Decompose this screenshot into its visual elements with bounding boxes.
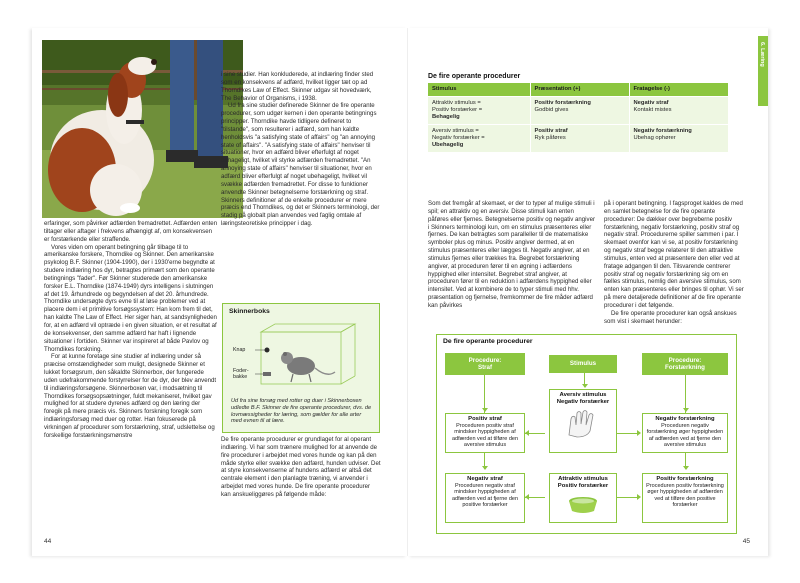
chapter-tab-label: 6. Læring — [759, 42, 765, 67]
paragraph: i sine studier. Han konkluderede, at indlæring finder sted som en konsekvens af adfærd, hvilket ligger tæt op ad Thorndikes Law of Effect. Skinner udgav sit hovedværk, The Behavior of Organisms, i 1938. — [221, 71, 374, 102]
diagram-title: De fire operante procedurer — [443, 338, 533, 345]
cell-line: Ryk påføres — [534, 135, 566, 141]
dog-photo-image — [42, 40, 243, 218]
arrow-head — [525, 430, 529, 436]
table-cell — [428, 97, 530, 125]
positiv-straf-box — [445, 413, 525, 453]
right-column-2 — [604, 200, 744, 326]
table-row — [428, 97, 728, 125]
table-cell — [530, 97, 629, 125]
table-row — [428, 125, 728, 153]
arrow-line — [617, 433, 638, 434]
left-column-2b — [221, 436, 381, 499]
table-cell — [530, 125, 629, 153]
box-title: Attraktiv stimulus — [558, 476, 608, 482]
stimulus-box — [549, 355, 617, 373]
table-header: Præsentation (+) — [530, 83, 629, 97]
procedure-name: Forstærkning — [665, 364, 705, 371]
cell-line: Kontakt mistes — [633, 107, 672, 113]
procedure-name: Straf — [477, 364, 493, 371]
box-text: Proceduren negativ straf mindsker hyppigheden af adfærden ved at fjerne den positive forstærker — [451, 482, 519, 509]
arrow-head — [525, 494, 529, 500]
cell-line: Aversiv stimulus = — [432, 128, 479, 134]
table-cell — [629, 125, 728, 153]
box-title: Positiv forstærkning — [656, 476, 714, 482]
left-page — [32, 28, 407, 556]
paragraph: Som det fremgår af skemaet, er der to typer af mulige stimuli i spil; en attraktiv og en aversiv. Disse stimuli kan enten påføres eller fjernes. Betegnelserne positiv og negativ angiver i Skinners terminologi kun, om en stimulus præsenteres eller fjernes. De kan betragtes som paralleller til de matematiske symboler plus og minus. Positiv angiver dermed, at en stimulus præsenteres eller lægges til. Negativ angiver, at en stimulus fjernes eller trækkes fra. Begrebet forstærkning angiver, at proceduren fører til en øgning i adfærdens hyppighed eller intensitet. Begrebet straf angiver, at proceduren fører til en reduktion i adfærdens hyppighed eller intensitet. Ved at kombinere de to typer stimuli med hhv. præsentation og fjernelse, fremkommer de fire måder adfærd kan påvirkes — [428, 200, 595, 309]
table-cell — [428, 125, 530, 153]
paragraph: Vores viden om operant betingning går tilbage til to amerikanske forskere, Thorndike og Skinner. Den amerikanske psykolog B.F. Skinner (1904-1990), der i 1930'erne begyndte at studere indlæring hos dyr, betragtes primært som den operante betingnings "fader". Før Skinner studerede den amerikanske forsker E.L. Thorndike (1874-1949) dyrs intelligens i slutningen af det 19. århundrede og begyndelsen af det 20. århundrede. Thorndike undersøgte dyrs evne til at løse problemer ved at placere dem i et primitive forsøgssystem: Han kom frem til det, han kaldte The Law of Effect. Her siger han, at sandsynligheden for, at en adfærd vil optræde i en given situation, er et resultat af de konsekvenser, den samme adfærd har haft i lignende situationer i fortiden. Skinner var inspireret af både Pavlov og Thorndikes forskning. — [44, 243, 217, 353]
attraktiv-stimulus-box — [549, 473, 617, 523]
page-number-left: 44 — [44, 538, 52, 545]
box-title: Positiv forstærker — [557, 482, 609, 489]
arrow-head — [582, 384, 588, 388]
cell-line: Negativ straf — [633, 100, 669, 106]
procedure-straf-box — [445, 353, 525, 375]
aversiv-stimulus-box — [549, 389, 617, 453]
cell-line: Godbid gives — [534, 107, 569, 113]
cell-line: Negativ forstærkning — [633, 128, 692, 134]
box-title: Positiv straf — [468, 416, 502, 422]
cell-line: Attraktiv stimulus = — [432, 100, 481, 106]
box-title: Negativ forstærkning — [655, 416, 715, 422]
arrow-line — [617, 497, 638, 498]
arrow-head — [637, 494, 641, 500]
arrow-head — [683, 408, 689, 412]
cell-line: Ubehagelig — [432, 142, 464, 148]
procedures-diagram — [436, 334, 737, 534]
cell-line: Positiv forstærker = — [432, 107, 483, 113]
left-column-2 — [221, 71, 381, 228]
paragraph: De fire operante procedurer er grundlaget for al operant indlæring. Vi har som trænere mulighed for at anvende de fire procedurer i arbejdet med vores hunde og kan på den måde styrke eller svække den adfærd, hunden udviser. Det at styre konsekvenserne af hundens adfærd er altså det centrale element i den planlagte træning, vi anvender i arbejdet med vores hunde. De fire operante procedurer kan anskueliggøres på følgende måde: — [221, 436, 381, 498]
cell-line: Ubehag ophører — [633, 135, 676, 141]
table-cell — [629, 97, 728, 125]
box-title: Negativ straf — [467, 476, 503, 482]
left-column-1 — [44, 220, 218, 440]
page-number-right: 45 — [742, 538, 750, 545]
right-column-1 — [428, 200, 596, 310]
chapter-tab — [758, 36, 768, 106]
paragraph: De fire operante procedurer kan også anskues som vist i skemaet herunder: — [604, 309, 737, 325]
box-title: Aversiv stimulus — [559, 392, 607, 398]
cell-line: Negativ forstærker = — [432, 135, 485, 141]
table-header: Stimulus — [428, 83, 530, 97]
food-bowl-icon — [565, 493, 601, 515]
cell-line: Behagelig — [432, 114, 460, 120]
paragraph: Ud fra sine studier definerede Skinner de fire operante procedurer, som udgør kernen i den operante betingnings principper. Thorndike havde tidligere defineret to "tilstande", som resulterer i adfærd, som han kaldte henholdsvis "a satisfying state of affairs" og "an annoying state of affairs". "A satisfying state of affairs" henviser til situationer, hvor en adfærd bliver efterfulgt af noget behageligt, hvilket vil styrke adfærden fremadrettet. "An annoying state of affairs" henviser til situationer, hvor en adfærd bliver efterfulgt af noget ubehageligt, hvilket vil svække adfærden fremadrettet. For disse to funktioner anvendte Skinner betegnelserne forstærkning og straf. Skinners definitioner af de enkelte procedurer er mere præcis end Thorndikes, og det er Skinners terminologi, der stadig på globalt plan anvendes ved faglig omtale af læringsteoretiske principper i dag. — [221, 102, 380, 228]
right-page — [408, 28, 768, 556]
box-text: Proceduren positiv straf mindsker hyppigheden af adfærden ved at tilføre den aversive stimulus — [451, 422, 519, 449]
paragraph: erfaringer, som påvirker adfærden fremadrettet. Adfærden enten tiltager eller aftager i frekvens afhængigt af, om konsekvensen er forstærkende eller straffende. — [44, 220, 218, 243]
hand-icon — [563, 409, 603, 439]
skinnerbox-figure — [222, 303, 380, 433]
box-text: Proceduren positiv forstærkning øger hyppigheden af adfærden ved at tilføre den positive forstærker — [646, 482, 724, 509]
procedure-label: Procedure: — [668, 356, 702, 364]
procedure-label: Procedure: — [468, 356, 502, 364]
skinnerbox-caption: Ud fra sine forsøg med rotter og duer i Skinnerboxen udledte B.F. Skinner de fire operante procedurer, dvs. de lovmæssigheder for læring, som gælder for alle arter med evnen til at lære. — [231, 398, 372, 425]
negativ-straf-box — [445, 473, 525, 523]
paragraph: For at kunne foretage sine studier af indlæring under så præcise omstændigheder som muligt, designede Skinner et lukket forsøgsrum, den såkaldte Skinnerbox, der fungerede uden udefrakommende forstyrrelser for de dyr, der blev anvendt til indlæringsforsøgene. Skinnerboxen var, i modsætning til Thorndikes forsøgsopsætninger, fuldt mekaniseret, hvilket gav mulighed for at studere dyrenes adfærd og den læring der foregik på mere præcis vis. Skinners forskning foregik som indlæringsforsøg med duer og rotter. Han fokuserede på virkningen af procedurer som forstærkning, straf, udslettelse og forskellige forstærkningsmønstre — [44, 353, 217, 439]
cell-line: Positiv forstærkning — [534, 100, 591, 106]
box-title: Negativ forstærker — [556, 398, 610, 405]
procedure-forstaerkning-box — [642, 353, 728, 375]
foderbakke-label: Foder- bakke — [233, 368, 249, 380]
arrow-head — [637, 430, 641, 436]
paragraph: på i operant betingning. I fagsproget kaldes de med en samlet betegnelse for de fire operante procedurer: De dækker over begreberne positiv forstærkning, negativ forstærkning, positiv straf og negativ straf. Procedurerne spiller sammen i par. I skemaet ovenfor kan vi se, at positiv forstærkning og negativ straf begge relaterer til den attraktive stimulus, enten ved at præsentere den eller ved at fratage adgangen til den. Tilsvarende centrerer positiv straf og negativ forstærkning sig om en fælles stimulus, nemlig den aversive stimulus, som enten kan præsenteres eller bringes til ophør. Vi ser på mere detaljerede definitioner af de fire operante procedurer i det følgende. — [604, 200, 744, 309]
arrow-head — [482, 408, 488, 412]
arrow-head — [683, 466, 689, 470]
dog-photo — [42, 40, 243, 218]
table-header-row — [428, 83, 728, 97]
procedures-table — [428, 83, 728, 152]
cell-line: Positiv straf — [534, 128, 568, 134]
knap-label: Knap — [233, 347, 246, 353]
arrow-head — [482, 466, 488, 470]
negativ-forstaerkning-box — [642, 413, 728, 453]
skinnerbox-title: Skinnerboks — [229, 308, 270, 315]
table-title: De fire operante procedurer — [428, 73, 521, 80]
box-text: Proceduren negativ forstærkning øger hyppigheden af adfærden ved at fjerne den aversive stimulus — [646, 422, 724, 449]
table-header: Fratagelse (-) — [629, 83, 728, 97]
positiv-forstaerkning-box — [642, 473, 728, 523]
stimulus-label: Stimulus — [569, 360, 597, 368]
